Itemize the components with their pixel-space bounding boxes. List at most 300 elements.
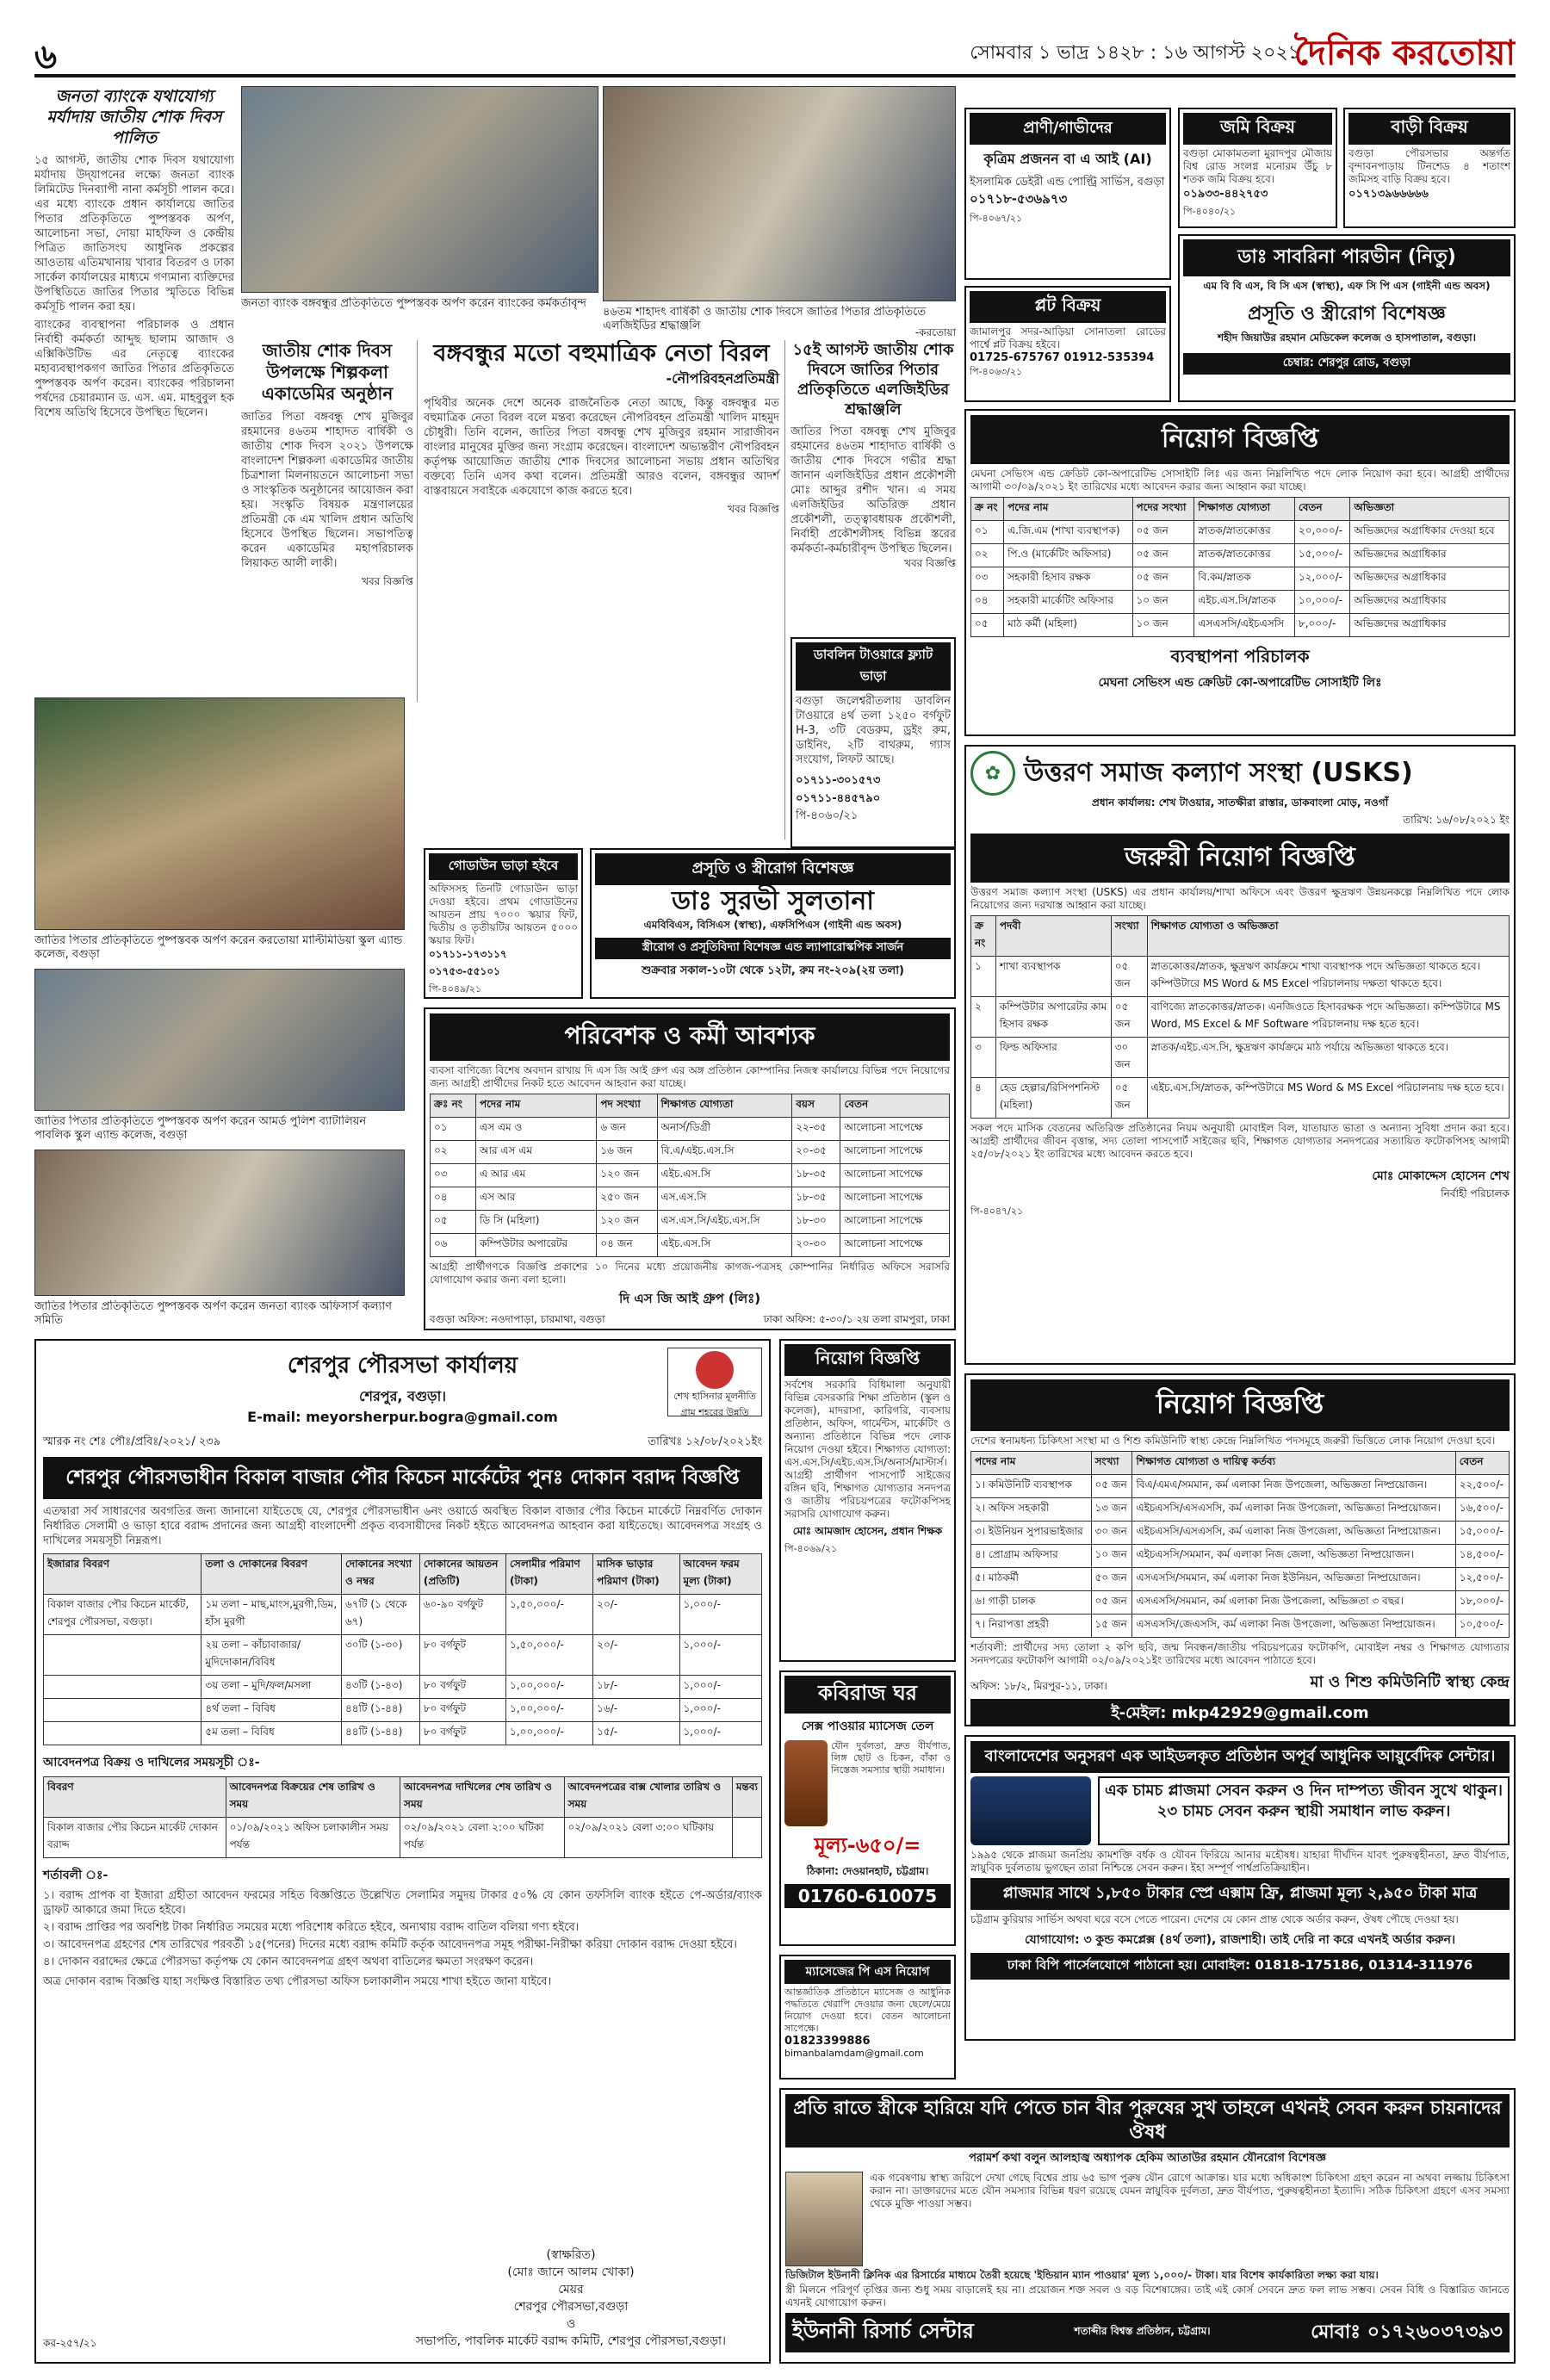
staff-cell: এস.এস.সি/এইচ.এস.সি	[657, 1211, 792, 1234]
photo-janata-tribute	[241, 86, 598, 293]
usks-signatory: মোঃ মোকাদ্দেস হোসেন শেখ	[1372, 1169, 1510, 1183]
meghna-cell: এ.জি.এম (শাখা ব্যবস্থাপক)	[1004, 521, 1132, 544]
sherpur-row	[44, 1635, 762, 1676]
staff-cell: আলোচনা সাপেক্ষে	[840, 1118, 950, 1141]
dr-sabrina-inst: শহীদ জিয়াউর রহমান মেডিকেল কলেজ ও হাসপাতাল, বগুড়া।	[1218, 332, 1476, 344]
staff-row	[431, 1164, 950, 1187]
land-phone: ০১৯৩৩-৪৪২৭৫৩	[1183, 188, 1268, 201]
unani-product: ডিজিটাল ইউনানী ক্লিনিক এর রিসার্চের মাধ্যমে তৈরী হয়েছে 'ইন্ডিয়ান ম্যান পাওয়ার' মূল্য ১,০০০/- টাকা। যার বিশেষ কার্যকারিতা লক্ষ্য করা যায়।	[785, 2269, 1379, 2281]
unani-headline: প্রতি রাতে স্ত্রীকে হারিয়ে যদি পেতে চান বীর পুরুষের সুখ তাহলে এখনই সেবন করুন চায়নাদের ঔষধ	[785, 2094, 1510, 2148]
meghna-cell: অভিজ্ঞদের অগ্রাধিকার	[1350, 614, 1510, 637]
health-cell: ৩। ইউনিয়ন সুপারভাইজার	[971, 1522, 1092, 1545]
sherpur-header: আবেদন ফরম মূল্য (টাকা)	[679, 1554, 761, 1595]
janata-headline: জনতা ব্যাংকে যথাযোগ্য মর্যাদায় জাতীয় শোক দিবস পালিত	[46, 87, 222, 147]
page-header	[34, 26, 1516, 77]
unani-phone: মোবাঃ ০১৭২৬০৩৭৩৯৩	[1311, 2321, 1503, 2343]
meghna-cell: ০৫	[971, 614, 1004, 637]
janata-bank-article	[34, 86, 234, 689]
staff-cell: এস আর	[475, 1187, 596, 1211]
sherpur-term: ৪। দোকান বরাদ্দের ক্ষেত্রে পৌরসভা কর্তৃপক্ষ যে কোন আবেদনপত্র গ্রহণ অথবা বাতিলের ক্ষমতা সংরক্ষণ করেন।	[43, 1955, 534, 1968]
sherpur-date: তারিখঃ ১২/০৮/২০২১ইং	[648, 1435, 762, 1448]
meghna-cell: ০২	[971, 544, 1004, 567]
health-cell: এইচএসসি/এসএসসি, কর্ম এলাকা নিজ উপজেলা, অভিজ্ঞতা নিষ্প্রয়োজন।	[1132, 1522, 1455, 1545]
health-cell: ০৫ জন	[1091, 1475, 1132, 1498]
plasma-bottle-icon	[970, 1776, 1091, 1845]
hakim-portrait-icon	[785, 2172, 863, 2266]
staff-title: পরিবেশক ও কর্মী আবশ্যক	[430, 1013, 950, 1061]
meghna-cell: সহকারী মার্কেটিং অফিসার	[1004, 591, 1132, 614]
usks-title: জরুরী নিয়োগ বিজ্ঞপ্তি	[970, 834, 1510, 883]
sherpur-header: সেলামীর পরিমাণ (টাকা)	[506, 1554, 593, 1595]
schedule-header: আবেদনপত্র বিক্রয়ের শেষ তারিখ ও সময়	[226, 1777, 400, 1818]
sherpur-slogan: শেখ হাসিনার মূলনীতি গ্রাম শহরের উন্নতি	[673, 1391, 756, 1418]
photo-police-school	[34, 969, 405, 1111]
meghna-row	[971, 591, 1510, 614]
sherpur-signature	[390, 2247, 752, 2350]
land-body: বগুড়া মোকামতলা মুরাদপুর মৌজায় বিশ্ব রোড সংলগ্ন মনোরম উঁচু ৮ শতক জমি বিক্রয় হবে।	[1183, 147, 1332, 185]
staff-cell: ১৮-৩৫	[792, 1187, 840, 1211]
sherpur-cell: ১,০০,০০০/-	[506, 1722, 593, 1745]
usks-cell: বাণিজ্যে স্নাতকোত্তর/স্নাতক। এনজিওতে হিসাবরক্ষক পদে অভিজ্ঞতা। কম্পিউটারে MS Word, MS Excel & MF Software পরিচালনায় দক্ষ হতে হবে।	[1147, 997, 1509, 1038]
sherpur-cell: বিকাল বাজার পৌর কিচেন মার্কেট, শেরপুর পৌরসভা, বগুড়া।	[44, 1595, 202, 1635]
kobiraj-address: ঠিকানা: দেওয়ানহাট, চট্টগ্রাম।	[806, 1865, 929, 1877]
usks-cell: হেড হেল্পার/রিসিপশনিস্ট (মহিলা)	[995, 1078, 1111, 1119]
usks-cell: ০৫ জন	[1111, 1078, 1147, 1119]
meghna-row	[971, 567, 1510, 591]
staff-cell: আলোচনা সাপেক্ষে	[840, 1234, 950, 1257]
schedule-cell: ০২/০৯/২০২১ বেলা ৩:০০ ঘটিকায়	[564, 1818, 732, 1858]
staff-cell: আলোচনা সাপেক্ষে	[840, 1187, 950, 1211]
sherpur-cell: ৮০ বর্গফুট	[419, 1722, 505, 1745]
dr-survi-time: শুক্রবার সকাল-১০টা থেকে ১২টা, রুম নং-২০৯(২য় তলা)	[642, 964, 904, 977]
ad-flat-rent	[790, 637, 956, 848]
staff-cell: এস.এস.সি	[657, 1187, 792, 1211]
staff-row	[431, 1187, 950, 1211]
ayur-body-2: চট্টগ্রাম কুরিয়ার সার্ভিস অথবা ঘরে বসে পেতে পারেন। দেশের যে কোন প্রান্ত থেকে অর্ডার করুন, ঔষধ পৌছে দেওয়া হয়।	[970, 1913, 1459, 1925]
bangabandhu-body: পৃথিবীর অনেক দেশে অনেক রাজনৈতিক নেতা আছে, কিন্তু বঙ্গবন্ধুর মত বহুমাত্রিক নেতা বিরল বলে মন্তব্য করেছেন নৌপরিবহন প্রতিমন্ত্রী খালিদ মাহমুদ চৌধুরী। তিনি বলেন, জাতির পিতা বঙ্গবন্ধু শেখ মুজিবুর রহমান সারাজীবন বাংলার মানুষের মুক্তির জন্য সংগ্রাম করেছেন। বাংলাদেশ অভ্যন্তরীণ নৌপরিবহন কর্তৃপক্ষ আয়োজিত জাতীয় শোক দিবসের আলোচনা সভায় প্রধান অতিথির বক্তব্যে তিনি এসব কথা বলেন। প্রতিমন্ত্রী আরও বলেন, বঙ্গবন্ধুর আদর্শ বাস্তবায়নে সবাইকে একযোগে কাজ করতে হবে।	[424, 397, 779, 498]
sherpur-cell: ৮০ বর্গফুট	[419, 1635, 505, 1676]
health-cell: ১০,৫০০/-	[1455, 1615, 1509, 1638]
usks-ref: পি-৪০৪৭/২১	[970, 1205, 1024, 1217]
meghna-cell: ০৫ জন	[1132, 521, 1194, 544]
usks-row	[971, 997, 1510, 1038]
kobiraj-body: যৌন দুর্বলতা, দ্রুত বীর্যপাত, লিঙ্গ ছোট ও চিকন, বাঁকা ও নিস্তেজ সমস্যার স্থায়ী সমাধান।	[831, 1740, 951, 1776]
bangabandhu-subhead: -নৌপরিবহনপ্রতিমন্ত্রী	[666, 370, 779, 387]
staff-row	[431, 1234, 950, 1257]
staff-cell: ২০-৩৫	[792, 1141, 840, 1164]
staff-header: বেতন	[840, 1094, 950, 1118]
health-header: পদের নাম	[971, 1452, 1092, 1475]
sherpur-shop-table	[43, 1553, 762, 1745]
sherpur-cell: ১,০০০/-	[679, 1595, 761, 1635]
health-cell: ৬। গাড়ী চালক	[971, 1591, 1092, 1615]
sherpur-cell: ৪৩টি (১-৪৩)	[341, 1676, 419, 1699]
staff-cell: ০৬	[431, 1234, 476, 1257]
staff-cell: ০১	[431, 1118, 476, 1141]
small-niyog-title: নিয়োগ বিজ্ঞপ্তি	[784, 1344, 951, 1376]
sherpur-cell	[44, 1635, 202, 1676]
meghna-header: ক্র নং	[971, 498, 1004, 521]
meghna-cell: এইচ.এস.সি/স্নাতক	[1194, 591, 1295, 614]
meghna-cell: এসএসসি/এইচএসসি	[1194, 614, 1295, 637]
health-niyog-email: ই-মেইল: mkp42929@gmail.com	[970, 1699, 1510, 1726]
dr-survi-title: প্রসূতি ও স্ত্রীরোগ বিশেষজ্ঞ	[595, 853, 951, 885]
schedule-cell: ০১/০৯/২০২১ অফিস চলাকালীন সময় পর্যন্ত	[226, 1818, 400, 1858]
shilpakala-body: জাতির পিতা বঙ্গবন্ধু শেখ মুজিবুর রহমানের ৪৬তম শাহাদত বার্ষিকী ও জাতীয় শোক দিবস ২০২১ উপলক্ষে বাংলাদেশ শিল্পকলা একাডেমির জাতীয় চিত্রশালা মিলনায়তনে আলোচনা সভা ও সাংস্কৃতিক অনুষ্ঠানের আয়োজন করা হয়। সংস্কৃতি বিষয়ক মন্ত্রণালয়ের প্রতিমন্ত্রী কে এম খালিদ প্রধান অতিথি হিসেবে উপস্থিত ছিলেন। সভাপতিত্ব করেন একাডেমির মহাপরিচালক লিয়াকত আলী লাকী।	[241, 411, 413, 570]
dr-survi-name: ডাঃ সুরভী সুলতানা	[672, 886, 874, 916]
flat-rent-title: ডাবলিন টাওয়ারে ফ্ল্যাট ভাড়া	[796, 642, 951, 691]
sherpur-cell: ৪৪টি (১-৪৪)	[341, 1722, 419, 1745]
shilpakala-headline: জাতীয় শোক দিবস উপলক্ষে শিল্পকলা একাডেমির অনুষ্ঠান	[261, 340, 394, 404]
sherpur-place: শেরপুর, বগুড়া।	[359, 1388, 446, 1404]
sherpur-terms-title: শর্তাবলী ঃ-	[43, 1869, 108, 1882]
schedule-header: বিবরণ	[44, 1777, 226, 1818]
meghna-cell: স্নাতক/স্নাতকোত্তর	[1194, 521, 1295, 544]
meghna-cell: ০৪	[971, 591, 1004, 614]
sherpur-cell: ১,৫০,০০০/-	[506, 1595, 593, 1635]
sherpur-cell: ৩য় তলা – মুদি/ফল/মসলা	[202, 1676, 342, 1699]
staff-cell: ১৬ জন	[597, 1141, 657, 1164]
land-title: জমি বিক্রয়	[1183, 113, 1332, 145]
health-cell: ১৪,৫০০/-	[1455, 1545, 1509, 1568]
health-row	[971, 1568, 1510, 1591]
dr-survi-degree: এমবিবিএস, বিসিএস (স্বাস্থ্য), এফসিপিএস (গাইনী এন্ড অবস)	[643, 919, 902, 931]
usks-table	[970, 915, 1510, 1119]
staff-cell: এইচ.এস.সি	[657, 1234, 792, 1257]
usks-cell: ০৫ জন	[1111, 997, 1147, 1038]
ayur-body: ১৯৯৫ থেকে প্লাজমা জনপ্রিয় কামশক্তি বর্ধক ও যৌবন ফিরিয়ে আনার মহৌষধ। যাহারা দীর্ঘদিন যাবৎ পুরুষত্বহীনতা, দ্রুত বীর্যপাত, স্নায়ুবিক দুর্বলতায় ভুগছেন তারা নিশ্চিন্তে সেবন করুন। ইহা সম্পূর্ণ পার্শ্বপ্রতিক্রিয়াহীন।	[970, 1849, 1510, 1874]
sherpur-sign-org: শেরপুর পৌরসভা,বগুড়া	[513, 2300, 629, 2314]
staff-office-dhaka: ঢাকা অফিস: ৫-৩০/১ ২য় তলা রামপুরা, ঢাকা	[763, 1313, 950, 1325]
meghna-header: পদের সংখ্যা	[1132, 498, 1194, 521]
plot-ref: পি-৪০৬৩/২১	[970, 366, 1023, 377]
staff-cell: ৬ জন	[597, 1118, 657, 1141]
usks-intro: উত্তরণ সমাজ কল্যাণ সংস্থা (USKS) এর প্রধান কার্যালয়/শাখা অফিসে এবং উত্তরণ ক্ষুদ্রঋণ উন্নয়নকল্পে নিম্নলিখিত পদে লোক নিয়োগের জন্য দরখাস্ত আহ্বান করা যাচ্ছে।	[970, 886, 1510, 911]
health-cell: ১৩ জন	[1091, 1498, 1132, 1522]
usks-cell: শাখা ব্যবস্থাপক	[995, 957, 1111, 997]
photo-karatoa-school	[34, 697, 405, 930]
health-cell: ৫০ জন	[1091, 1568, 1132, 1591]
sherpur-schedule-table	[43, 1776, 762, 1858]
sherpur-cell: ৫ম তলা – বিবিধ	[202, 1722, 342, 1745]
meghna-cell: অভিজ্ঞদের অগ্রাধিকার	[1350, 591, 1510, 614]
health-cell: ৪। প্রোগ্রাম অফিসার	[971, 1545, 1092, 1568]
flat-rent-ref: পি-৪০৬০/২১	[796, 809, 859, 822]
health-cell: ০৫ জন	[1091, 1591, 1132, 1615]
sherpur-email: E-mail: meyorsherpur.bogra@gmail.com	[247, 1409, 558, 1425]
kobiraj-title: কবিরাজ ঘর	[784, 1676, 951, 1714]
staff-cell: অনার্স/ডিগ্রী	[657, 1118, 792, 1141]
sherpur-ref: কর-২৫৭/২১	[43, 2337, 97, 2349]
staff-note: আগ্রহী প্রার্থীগণকে বিজ্ঞপ্তি প্রকাশের ১০ দিনের মধ্যে প্রয়োজনীয় কাগজ-পত্রসহ কোম্পানির নির্ধারিত অফিসে সরাসরি যোগাযোগ করার জন্য বলা হলো।	[430, 1261, 950, 1286]
kobiraj-sub: সেক্স পাওয়ার ম্যাসেজ তেল	[801, 1720, 934, 1733]
ai-title: প্রাণী/গাভীদের	[970, 113, 1166, 145]
massage-email: bimanbalamdam@gmail.com	[784, 2048, 924, 2059]
sherpur-slogan-box	[667, 1348, 762, 1416]
sherpur-row	[44, 1722, 762, 1745]
health-niyog-intro: দেশের স্বনামধন্য চিকিৎসা সংস্থা মা ও শিশু কমিউনিটি স্বাস্থ্য কেন্দ্রে নিম্নলিখিত পদসমূহে জরুরী ভিত্তিতে লোক নিয়োগ দেওয়া হবে।	[970, 1435, 1496, 1447]
ad-godown-rent	[424, 848, 583, 999]
health-cell: ২২,৫০০/-	[1455, 1475, 1509, 1498]
meghna-cell: বি.কম/স্নাতক	[1194, 567, 1295, 591]
land-ref: পি-৪০৪০/২১	[1183, 206, 1237, 217]
health-cell: বিএ/এমএ/সমমান, কর্ম এলাকা নিজ উপজেলা, অভিজ্ঞতা নিষ্প্রয়োজন।	[1132, 1475, 1455, 1498]
ad-massage-recruitment	[779, 1955, 956, 2079]
ai-phone: ০১৭১৮-৫৩৬৯৭৩	[970, 191, 1068, 207]
sherpur-cell: ৪৪টি (১-৪৪)	[341, 1699, 419, 1722]
usks-header: ক্র নং	[971, 916, 996, 957]
usks-cell: এইচ.এস.সি/স্নাতক, কম্পিউটারে MS Word & MS Excel পরিচালনায় দক্ষ হতে হবে।	[1147, 1078, 1509, 1119]
schedule-header: আবেদনপত্রের বাক্স খোলার তারিখ ও সময়	[564, 1777, 732, 1818]
usks-row	[971, 1078, 1510, 1119]
ayur-phones: ঢাকা বিপি পার্সেলযোগে পাঠানো হয়। মোবাইল: 01818-175186, 01314-311976	[970, 1953, 1510, 1980]
usks-cell: স্নাতকোত্তর/স্নাতক, ক্ষুদ্রঋণ কার্যক্রমে শাখা ব্যবস্থাপক পদে অভিজ্ঞতা থাকতে হবে। কম্পিউটারে MS Word & MS Excel পরিচালনায় দক্ষতা থাকতে হবে।	[1147, 957, 1509, 997]
flat-rent-phones: ০১৭১১-৩০১৫৭৩ ০১৭১১-৪৪৫৭৯০	[796, 774, 881, 805]
sherpur-cell: ১,০০,০০০/-	[506, 1676, 593, 1699]
staff-row	[431, 1141, 950, 1164]
ad-plot-sale	[964, 286, 1171, 402]
janata-body-2: ব্যাংকের ব্যবস্থাপনা পরিচালক ও প্রধান নির্বাহী কর্মকর্তা আব্দুছ ছালাম আজাদ ও এক্সিকিউটিভ এর নেতৃত্বে ব্যাংকের মহাব্যবস্থাপকগণ জাতির পিতার প্রতিকৃতিতে পুষ্পস্তবক অর্পণ করেন। ব্যাংকের পরিচালনা পর্ষদের চেয়ারম্যান ড. এস. এম. মাহবুবুল হক বিশেষ অতিথি হিসেবে উপস্থিত ছিলেন।	[34, 319, 234, 419]
sherpur-body: এতদ্বারা সর্ব সাধারণের অবগতির জন্য জানানো যাইতেছে যে, শেরপুর পৌরসভাধীন ৬নং ওয়ার্ডে অবস্থিত বিকাল বাজার পৌর কিচেন মার্কেটে নিম্নবর্ণিত দোকান নির্ধারিত সেলামী ও ভাড়া হারে বরাদ্দ প্রদানের জন্য আগ্রহী বাংলাদেশী প্রকৃত ব্যবসায়ীদের নিকট হইতে আবেদনপত্র আহবান করা যাইতেছে। আবেদনপত্র সংগ্রহ ও দাখিলের সময়সূচী নিম্নরূপ।	[43, 1505, 762, 1547]
staff-cell: ডি সি (মহিলা)	[475, 1211, 596, 1234]
sherpur-sign-chair: সভাপতি, পাবলিক মার্কেট বরাদ্দ কমিটি, শেরপুর পৌরসভা,বগুড়া।	[415, 2334, 727, 2348]
sherpur-cell	[44, 1676, 202, 1699]
meghna-cell: অভিজ্ঞদের অগ্রাধিকার	[1350, 544, 1510, 567]
sherpur-sign-label: (স্বাক্ষরিত)	[546, 2248, 596, 2262]
health-cell: ১। কমিউনিটি ব্যবস্থাপক	[971, 1475, 1092, 1498]
unani-org: ইউনানী রিসার্চ সেন্টার	[792, 2319, 974, 2343]
health-niyog-table	[970, 1451, 1510, 1638]
usks-cell: ০৫ জন	[1111, 957, 1147, 997]
photo-credit: -করতোয়া	[914, 326, 956, 338]
staff-cell: ০২	[431, 1141, 476, 1164]
health-niyog-address: অফিস: ১৮/২, মিরপুর-১১, ঢাকা।	[970, 1680, 1107, 1692]
meghna-cell: ০৫ জন	[1132, 544, 1194, 567]
sherpur-header: তলা ও দোকানের বিবরণ	[202, 1554, 342, 1595]
house-body: বগুড়া পৌরসভার অন্তর্গত বৃন্দাবনপাড়ায় টিনশেড ৪ শতাংশ জমিসহ বাড়ি বিক্রয় হবে।	[1348, 147, 1510, 185]
staff-header: পদের নাম	[475, 1094, 596, 1118]
bangabandhu-headline: বঙ্গবন্ধুর মতো বহুমাত্রিক নেতা বিরল	[433, 340, 770, 367]
sherpur-term: ১। বরাদ্দ প্রাপক বা ইজারা গ্রহীতা আবেদন ফরমের সহিত বিজ্ঞপ্তিতে উল্লেখিত সেলামির সমুদয় টাকার ৫০% যে কোন তফসিলি ব্যাংক হইতে পে-অর্ডার/ব্যাংক ড্রাফট আকারে জমা দিতে হইবে।	[43, 1889, 762, 1917]
caption-police-school: জাতির পিতার প্রতিকৃতিতে পুষ্পস্তবক অর্পণ করেন আমর্ড পুলিশ ব্যাটালিয়ন পাবলিক স্কুল এ্যান্ড কলেজ, বগুড়া	[34, 1115, 367, 1142]
dr-sabrina-degree: এম বি বি এস, বি সি এস (স্বাস্থ্য), এফ সি পি এস (গাইনী এন্ড অবস)	[1203, 280, 1491, 292]
usks-cell: ২	[971, 997, 996, 1038]
health-niyog-conditions: শর্তাবলী: প্রার্থীদের সদ্য তোলা ২ কপি ছবি, জন্ম নিবন্ধন/জাতীয় পরিচয়পত্রের ফটোকপি, মোবাইল নম্বর ও শিক্ষাগত যোগ্যতার সনদপত্রের ফটোকপি আগামী ০২/০৯/২০২১ইং তারিখের মধ্যে আবেদন পাঠাতে হবে।	[970, 1641, 1510, 1666]
usks-body: সকল পদে মাসিক বেতনের অতিরিক্ত প্রতিষ্ঠানের নিয়ম অনুযায়ী মোবাইল বিল, যাতায়াত ভাতা ও অন্যান্য সুবিধা প্রদান করা হবে। আগ্রহী প্রার্থীদের জীবন বৃত্তান্ত, সদ্য তোলা পাসপোর্ট সাইজের ছবি, শিক্ষাগত যোগ্যতার সনদপত্রের সত্যায়িত ফটোকপিসহ আগামী ২৫/০৮/২০২১ ইং তারিখের মধ্যে আবেদন করতে হবে।	[970, 1122, 1510, 1160]
janata-body: ১৫ আগস্ট, জাতীয় শোক দিবস যথাযোগ্য মর্যাদায় উদ্‌যাপনের লক্ষ্যে জনতা ব্যাংক লিমিটেড দিনব্যাপী নানা কর্মসূচী পালন করে। এর মধ্যে ব্যাংকে প্রধান কার্যালয়ে জাতির পিতার প্রতিকৃতিতে পুষ্পস্তবক অর্পণ, আলোচনা সভা, দোয়া মাহফিল ও কেন্দ্রীয় পিত্রিত জাতিসংঘ আধুনিক প্রকল্পের আওতায় এতিমখানায় খাবার বিতরণ ও ঢাকা সার্কেল কার্যালয়ের মাধ্যমে গণ্যমান্য ব্যক্তিদের উপস্থিতিতে জাতির পিতার স্মৃতিতে বিভিন্ন কর্মসূচি পালন করা হয়।	[34, 154, 234, 313]
dr-sabrina-name: ডাঃ সাবরিনা পারভীন (নিতু)	[1183, 239, 1510, 276]
issue-date: সোমবার ১ ভাদ্র ১৪২৮ : ১৬ আগস্ট ২০২১	[970, 42, 1300, 64]
ad-staff-wanted	[424, 1007, 956, 1330]
ad-kobiraj-ghor	[779, 1670, 956, 1946]
usks-logo-icon: ✿	[970, 751, 1015, 796]
sherpur-sign-role: মেয়র	[558, 2283, 584, 2296]
health-cell: ১৫ জন	[1091, 1615, 1132, 1638]
portrait-icon	[696, 1351, 734, 1389]
meghna-cell: স্নাতক/স্নাতকোত্তর	[1194, 544, 1295, 567]
sherpur-cell: ১৬/-	[593, 1699, 679, 1722]
usks-date: তারিখ: ১৬/০৮/২০২১ ইং	[1403, 814, 1510, 826]
schedule-cell: ০২/০৯/২০২১ বেলা ২:০০ ঘটিকা পর্যন্ত	[400, 1818, 564, 1858]
sherpur-office: শেরপুর পৌরসভা কার্যালয়	[287, 1353, 518, 1379]
sherpur-cell: ১ম তলা – মাছ,মাংস,মুরগী,ডিম, হাঁস মুরগী	[202, 1595, 342, 1635]
staff-row	[431, 1118, 950, 1141]
schedule-header: মন্তব্য	[732, 1777, 761, 1818]
staff-company: দি এস জি আই গ্রুপ (লিঃ)	[618, 1291, 761, 1306]
sherpur-cell: ৪র্থ তলা – বিবিধ	[202, 1699, 342, 1722]
staff-cell: ১২০ জন	[597, 1164, 657, 1187]
sherpur-cell: ৬৭টি (১ থেকে ৬৭)	[341, 1595, 419, 1635]
sherpur-title: শেরপুর পৌরসভাধীন বিকাল বাজার পৌর কিচেন মার্কেটের পুনঃ দোকান বরাদ্দ বিজ্ঞপ্তি	[43, 1457, 762, 1499]
usks-cell: ৪	[971, 1078, 996, 1119]
sherpur-cell: ৮০ বর্গফুট	[419, 1699, 505, 1722]
house-phone: ০১৭১৩৯৬৬৬৬৬	[1348, 188, 1429, 201]
bangabandhu-article	[424, 340, 785, 840]
small-niyog-body: সর্বশেষ সরকারি বিধিমালা অনুযায়ী বিভিন্ন বেসরকারি শিক্ষা প্রতিষ্ঠান (স্কুল ও কলেজ), মাদরাসা, কারিগরি, ব্যবসায় প্রতিষ্ঠান, অফিস, গার্মেন্টস, মার্কেটিং ও অন্যান্য প্রতিষ্ঠানে বিভিন্ন পদে লোক নিয়োগ দেওয়া হইবে। শিক্ষাগত যোগ্যতা: এস.এস.সি/এইচ.এস.সি/অনার্স/মাস্টার্স। আগ্রহী প্রার্থীগণ পাসপোর্ট সাইজের রঙ্গিন ছবি, শিক্ষাগত যোগ্যতার সনদপত্র ও জাতীয় পরিচয়পত্রের ফটোকপিসহ সরাসরি যোগাযোগ করুন।	[784, 1379, 951, 1520]
ai-body: ইসলামিক ডেইরী এন্ড পোল্ট্রি সার্ভিস, বগুড়া	[970, 176, 1165, 189]
sherpur-footer: অত্র দোকান বরাদ্দ বিজ্ঞপ্তি যাহা সংক্ষিপ্ত বিস্তারিত তথ্য পৌরসভা অফিস চলাকালীন সময়ে শাখা হইতে জানা যাইবে।	[43, 1975, 552, 1988]
sherpur-header: মাসিক ভাড়ার পরিমাণ (টাকা)	[593, 1554, 679, 1595]
staff-cell: এস এম ও	[475, 1118, 596, 1141]
health-header: বেতন	[1455, 1452, 1509, 1475]
sherpur-sign-name: (মোঃ জানে আলম খোকা)	[507, 2265, 635, 2279]
schedule-header: আবেদনপত্র দাখিলের শেষ তারিখ ও সময়	[400, 1777, 564, 1818]
staff-row	[431, 1211, 950, 1234]
health-cell: এসএসসি/সমমান, কর্ম এলাকা নিজ ইউনিয়ন, অভিজ্ঞতা নিষ্প্রয়োজন।	[1132, 1568, 1455, 1591]
meghna-cell: ১৫,০০০/-	[1294, 544, 1350, 567]
small-niyog-ref: পি-৪০৬৯/২১	[784, 1543, 838, 1554]
meghna-title: নিয়োগ বিজ্ঞপ্তি	[970, 415, 1510, 464]
ad-land-sale	[1178, 108, 1337, 228]
schedule-cell: বিকাল বাজার পৌর কিচেন মার্কেট দোকান বরাদ্দ	[44, 1818, 226, 1858]
page-number: ৬	[34, 37, 58, 77]
lged-credit: খবর বিজ্ঞপ্তি	[904, 557, 956, 569]
meghna-cell: ২০,০০০/-	[1294, 521, 1350, 544]
staff-cell: বি.এ/এইচ.এস.সি	[657, 1141, 792, 1164]
photo-caption-lged: ৪৬তম শাহাদৎ বার্ষিকী ও জাতীয় শোক দিবসে জাতির পিতার প্রতিকৃতিতে এলজিইডির শ্রদ্ধাঞ্জলি	[603, 306, 927, 332]
health-row	[971, 1475, 1510, 1498]
sherpur-terms	[43, 1888, 762, 1969]
ad-unani-research	[779, 2088, 1516, 2364]
staff-header: শিক্ষাগত যোগ্যতা	[657, 1094, 792, 1118]
ai-line: কৃত্রিম প্রজনন বা এ আই (AI)	[983, 151, 1152, 167]
staff-header: বয়স	[792, 1094, 840, 1118]
health-cell: ৭। নিরাপত্তা প্রহরী	[971, 1615, 1092, 1638]
usks-header: পদবী	[995, 916, 1111, 957]
staff-cell: আলোচনা সাপেক্ষে	[840, 1211, 950, 1234]
sherpur-row	[44, 1699, 762, 1722]
shilpakala-article	[241, 340, 418, 702]
meghna-cell: ০৩	[971, 567, 1004, 591]
health-cell: এসএসসি/সমমান, কর্ম এলাকা নিজ উপজেলা, অভিজ্ঞতা ৩ বছর।	[1132, 1591, 1455, 1615]
sherpur-cell: ২০/-	[593, 1635, 679, 1676]
health-cell: ১৫,০০০/-	[1455, 1522, 1509, 1545]
ayur-price: প্লাজমার সাথে ১,৮৫০ টাকার স্প্রে এক্সাম ফ্রি, প্লাজমা মূল্য ২,৯৫০ টাকা মাত্র	[970, 1878, 1510, 1910]
sherpur-cell: ৮০ বর্গফুট	[419, 1676, 505, 1699]
ad-small-recruitment	[779, 1339, 956, 1662]
ad-dr-survi	[590, 848, 956, 999]
sherpur-term: ৩। আবেদনপত্র গ্রহণের শেষ তারিখের পরবর্তী ১৫(পনের) দিনের মধ্যে বরাদ্দ কমিটি কর্তৃক আবেদনপত্র সমূহ পরীক্ষা-নিরীক্ষা করিয়া দোকান বরাদ্দ দেওয়া হইবে।	[43, 1938, 737, 1951]
sherpur-cell: ২য় তলা – কাঁচাবাজার/মুদিদোকান/বিবিধ	[202, 1635, 342, 1676]
staff-cell: আলোচনা সাপেক্ষে	[840, 1164, 950, 1187]
meghna-table	[970, 497, 1510, 637]
usks-address: প্রধান কার্যালয়: শেখ টাওয়ার, সাতক্ষীরা রাস্তার, ডাকবাংলা মোড়, নওগাঁ	[1091, 796, 1389, 809]
plot-body: জামালপুর সদর-আড়িয়া সোনাতলা রোডের পার্শ্বে প্লট বিক্রয় হইবে।	[970, 325, 1166, 350]
staff-cell: ২২-৩৫	[792, 1118, 840, 1141]
health-header: শিক্ষাগত যোগ্যতা ও দায়িত্ব কর্তব্য	[1132, 1452, 1455, 1475]
usks-signatory-role: নির্বাহী পরিচালক	[1441, 1187, 1510, 1199]
meghna-cell: ১০ জন	[1132, 591, 1194, 614]
staff-cell: আলোচনা সাপেক্ষে	[840, 1141, 950, 1164]
unani-body: এক গবেষণায় স্বাস্থ্য জরিপে দেখা গেছে বিশ্বের প্রায় ৬৫ ভাগ পুরুষ যৌন রোগে আক্রান্ত। যার মধ্যে অধিকাংশ চিকিৎসা গ্রহণ করেন না অথবা লজ্জায় চিকিৎসা করান না। ডাক্তারদের মতে যৌন সমস্যার বিভিন্ন ধরণ রয়েছে যেমন স্নায়ুবিক দুর্বলতা, দ্রুত বীর্যপাত, পুরুষত্বহীনতা ইত্যাদি। সঠিক চিকিৎসা গ্রহণে এসব সমস্যা থেকে মুক্তি পাওয়া সম্ভব।	[870, 2172, 1510, 2210]
sherpur-cell: ১,০০০/-	[679, 1635, 761, 1676]
sherpur-cell: ১,০০০/-	[679, 1676, 761, 1699]
sherpur-header: দোকানের আয়তন (প্রতিটি)	[419, 1554, 505, 1595]
usks-header: শিক্ষাগত যোগ্যতা ও অভিজ্ঞতা	[1147, 916, 1509, 957]
sherpur-cell: ১৮/-	[593, 1676, 679, 1699]
lged-body: জাতির পিতা বঙ্গবন্ধু শেখ মুজিবুর রহমানের ৪৬তম শাহাদাত বার্ষিকী ও জাতীয় শোক দিবসে গভীর শ্রদ্ধা জানান এলজিইডির প্রধান প্রকৌশলী মোঃ আব্দুর রশীদ খান। এ সময় এলজিইডির অতিরিক্ত প্রধান প্রকৌশলী, তত্ত্বাবধায়ক প্রকৌশলী, নির্বাহী প্রকৌশলীসহ বিভিন্ন স্তরের কর্মকর্তা-কর্মচারীবৃন্দ উপস্থিত ছিলেন।	[790, 425, 956, 555]
health-niyog-org: মা ও শিশু কমিউনিটি স্বাস্থ্য কেন্দ্র	[1310, 1673, 1510, 1691]
meghna-row	[971, 544, 1510, 567]
godown-body: অফিসসহ তিনটি গোডাউন ভাড়া দেওয়া হইবে। প্রথম গোডাউনের আয়তন প্রায় ৭০০০ স্কয়ার ফিট, দ্বিতীয় ও তৃতীয়টির আয়তন ৫০০০ স্কয়ার ফিট।	[429, 883, 578, 946]
meghna-cell: ০১	[971, 521, 1004, 544]
meghna-cell: পি.ও (মার্কেটিং অফিসার)	[1004, 544, 1132, 567]
kobiraj-phone: 01760-610075	[784, 1884, 951, 1908]
ad-ai-breeding	[964, 108, 1171, 280]
usks-cell: কম্পিউটার অপারেটর কাম হিসাব রক্ষক	[995, 997, 1111, 1038]
sherpur-sign-and: ও	[566, 2317, 576, 2331]
lged-article	[790, 340, 956, 629]
meghna-cell: ১০ জন	[1132, 614, 1194, 637]
sherpur-cell: ৬০-৯০ বর্গফুট	[419, 1595, 505, 1635]
usks-cell: ফিল্ড অফিসার	[995, 1038, 1111, 1078]
sherpur-cell: ১,০০,০০০/-	[506, 1699, 593, 1722]
ad-dr-sabrina	[1178, 234, 1516, 402]
sherpur-cell: ৩০টি (১-৩০)	[341, 1635, 419, 1676]
meghna-cell: অভিজ্ঞদের অগ্রাধিকার দেওয়া হবে	[1350, 521, 1510, 544]
godown-title: গোডাউন ভাড়া হইবে	[429, 853, 578, 880]
health-row	[971, 1615, 1510, 1638]
oil-bottle-icon	[784, 1740, 828, 1826]
staff-cell: ১২০ জন	[597, 1211, 657, 1234]
sherpur-cell: ১৫/-	[593, 1722, 679, 1745]
sherpur-cell: ১,০০০/-	[679, 1699, 761, 1722]
lged-headline: ১৫ই আগস্ট জাতীয় শোক দিবসে জাতির পিতার প্রতিকৃতিতে এলজিইডির শ্রদ্ধাঞ্জলি	[792, 341, 954, 418]
meghna-org: মেঘনা সেভিংস এন্ড ক্রেডিট কো-অপারেটিভ সোসাইটি লিঃ	[1098, 676, 1382, 690]
sherpur-header: ইজারার বিবরণ	[44, 1554, 202, 1595]
masthead: দৈনিক করতোয়া	[1293, 34, 1516, 73]
sherpur-cell: ১,৫০,০০০/-	[506, 1635, 593, 1676]
health-cell: ১০ জন	[1091, 1545, 1132, 1568]
staff-intro: ব্যবসা বাণিজ্যে বিশেষ অবদান রাখায় দি এস জি আই গ্রুপ এর অঙ্গ প্রতিষ্ঠান কোম্পানির নিজস্ব কার্যালয়ে বিভিন্ন পদে নিয়োগের জন্য আগ্রহী প্রার্থীদের নিকট হতে আবেদন আহবান করা যাচ্ছে।	[430, 1064, 950, 1089]
meghna-cell: মাঠ কর্মী (মহিলা)	[1004, 614, 1132, 637]
unani-sub: পরামর্শ কথা বলুন আলহাজ্ব অধ্যাপক হেকিম আতাউর রহমান যৌনরোগ বিশেষজ্ঞ	[969, 2152, 1326, 2165]
sherpur-cell: ২০/-	[593, 1595, 679, 1635]
staff-cell: এ আর এম	[475, 1164, 596, 1187]
health-cell: ৩০ জন	[1091, 1522, 1132, 1545]
godown-ref: পি-৪০৪৯/২১	[429, 983, 482, 995]
sherpur-cell	[44, 1722, 202, 1745]
health-cell: ১২,৫০০/-	[1455, 1568, 1509, 1591]
meghna-cell: অভিজ্ঞদের অগ্রাধিকার	[1350, 567, 1510, 591]
massage-body: আন্তর্জাতিক প্রতিষ্ঠানে ম্যাসেজ ও আধুনিক পদ্ধতিতে থেরাপি দেওয়ার জন্য ছেলে/মেয়ে নিয়োগ দেওয়া হবে। বেতন আলোচনা সাপেক্ষে।	[784, 1986, 951, 2034]
caption-officers-association: জাতির পিতার প্রতিকৃতিতে পুষ্পস্তবক অর্পণ করেন জনতা ব্যাংক অফিসার্স কল্যাণ সমিতি	[34, 1300, 392, 1327]
staff-cell: কম্পিউটার অপারেটর	[475, 1234, 596, 1257]
meghna-cell: ৮,০০০/-	[1294, 614, 1350, 637]
dr-sabrina-chamber: চেম্বার: শেরপুর রোড, বগুড়া	[1183, 353, 1510, 375]
usks-header: সংখ্যা	[1111, 916, 1147, 957]
meghna-header: শিক্ষাগত যোগ্যতা	[1194, 498, 1295, 521]
